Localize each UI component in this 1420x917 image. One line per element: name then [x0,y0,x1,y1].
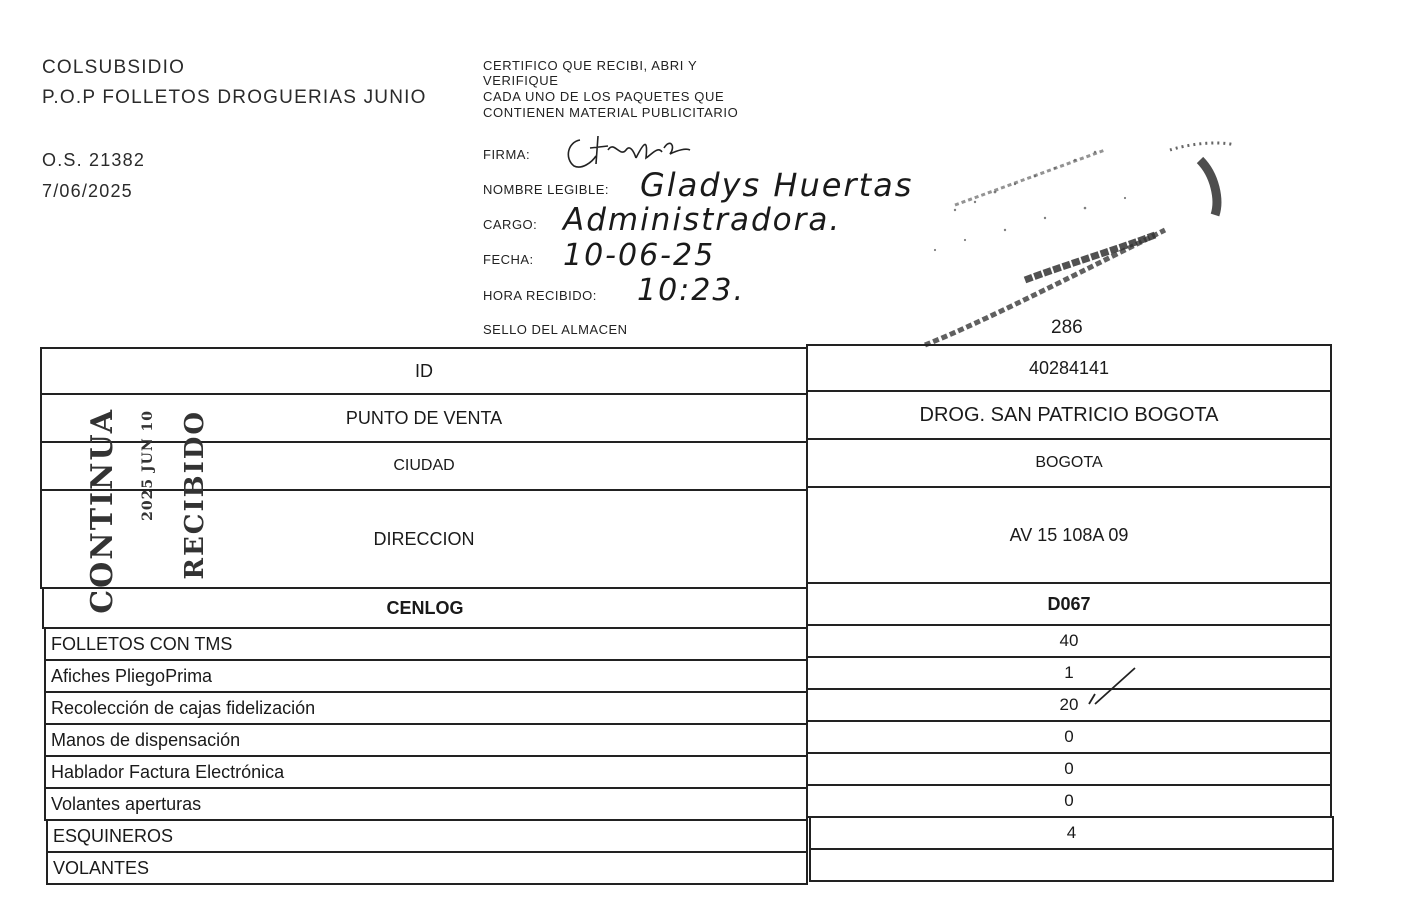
position-handwritten: Administradora. [563,202,842,238]
cenlog-label: CENLOG [386,597,464,618]
store-seal-label: SELLO DEL ALMACEN [483,322,628,337]
item-label-cell [44,723,808,757]
item-value-cell [806,720,1332,754]
time-handwritten: 10:23. [637,273,745,308]
pos-value-cell [806,390,1332,440]
item-label-cell [46,819,808,853]
sheet-number: 286 [1051,317,1083,338]
item-value: 40 [1059,631,1079,650]
item-value-cell [806,688,1332,722]
id-value: 40284141 [1028,357,1110,378]
item-value: 0 [1064,759,1074,778]
city-value: BOGOTA [1035,454,1103,471]
company-name: COLSUBSIDIO [42,57,186,78]
pos-value: DROG. SAN PATRICIO BOGOTA [919,403,1219,426]
cenlog-value: D067 [1047,593,1091,614]
item-value: 20 [1059,695,1079,714]
item-label-cell [44,755,808,789]
certification-text [483,57,738,121]
cenlog-label-cell [42,587,808,629]
item-label: Volantes aperturas [51,793,202,814]
item-label-cell [44,691,808,725]
order-number: O.S. 21382 [42,150,146,170]
stamp-recibido: RECIBIDO [180,410,210,580]
cert-line-3: CADA UNO DE LOS PAQUETES QUE [483,89,725,104]
cenlog-value-cell [806,582,1332,626]
id-label: ID [415,360,433,381]
address-label: DIRECCION [373,528,475,549]
item-label: Afiches PliegoPrima [51,665,213,686]
item-value: 1 [1064,663,1074,682]
date-label: FECHA: [483,252,534,267]
item-value-cell [806,752,1332,786]
item-label-cell [44,627,808,661]
address-value-cell [806,486,1332,584]
address-value: AV 15 108A 09 [1009,524,1129,545]
checkmark-icon [1083,664,1143,715]
item-label: VOLANTES [53,857,150,878]
item-label-cell [44,659,808,693]
item-value-cell [806,784,1332,818]
item-value: 4 [1066,823,1077,842]
cert-line-1: CERTIFICO QUE RECIBI, ABRI Y [483,58,698,73]
item-value-cell [806,656,1332,690]
pos-label: PUNTO DE VENTA [345,407,503,428]
stamp-date: 2025 JUN 10 [140,410,156,521]
name-handwritten: Gladys Huertas [640,166,914,204]
item-label: Recolección de cajas fidelización [51,697,316,718]
cert-line-4: CONTIENEN MATERIAL PUBLICITARIO [483,105,739,120]
item-value-cell [809,816,1334,850]
campaign-title: P.O.P FOLLETOS DROGUERIAS JUNIO [42,87,427,108]
item-value-cell [809,848,1334,882]
item-value-cell [806,624,1332,658]
item-label: Hablador Factura Electrónica [51,761,285,782]
item-label: FOLLETOS CON TMS [51,633,233,654]
position-label: CARGO: [483,217,538,232]
city-value-cell [806,438,1332,488]
city-label: CIUDAD [393,457,455,474]
item-label: Manos de dispensación [51,729,241,750]
id-label-cell [40,347,808,395]
name-label: NOMBRE LEGIBLE: [483,182,609,197]
stamp-continua: CONTINUA [85,408,120,614]
cert-line-2: VERIFIQUE [483,73,559,88]
signature-label: FIRMA: [483,147,531,162]
item-label-cell [44,787,808,821]
id-value-cell [806,344,1332,392]
document-date: 7/06/2025 [42,181,133,201]
item-value: 0 [1064,727,1074,746]
item-label: ESQUINEROS [53,825,174,846]
date-handwritten: 10-06-25 [563,238,716,273]
item-value: 0 [1064,791,1074,810]
time-label: HORA RECIBIDO: [483,288,597,303]
item-label-cell [46,851,808,885]
